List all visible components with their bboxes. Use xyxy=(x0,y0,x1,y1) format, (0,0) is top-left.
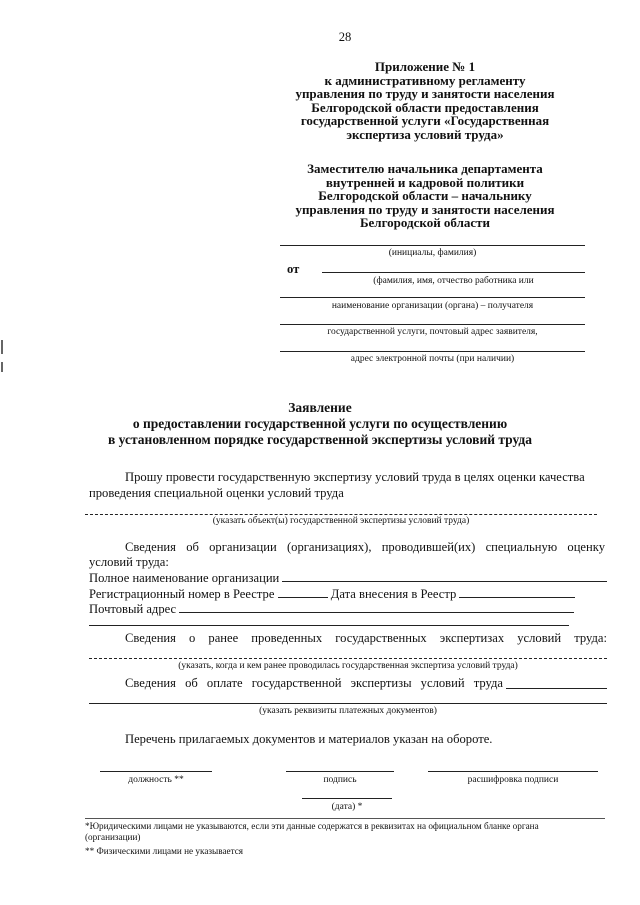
decoding-line[interactable] xyxy=(428,771,598,772)
full-name-label: Полное наименование организации xyxy=(89,571,280,585)
page-number: 28 xyxy=(338,30,352,44)
registry-row xyxy=(89,587,609,602)
addressee-line: управления по труду и занятости населения xyxy=(295,201,555,217)
org-info-line-2: условий труда: xyxy=(89,555,169,569)
appendix-line: Приложение № 1 xyxy=(374,59,476,74)
postal-address-field[interactable] xyxy=(179,602,574,613)
decoding-label: расшифровка подписи xyxy=(467,775,559,785)
full-name-row xyxy=(89,571,609,586)
hint-objects: (указать объект(ы) государственной экспертизы условий труда) xyxy=(212,516,470,526)
payment-line xyxy=(89,703,607,704)
request-line-1: Прошу провести государственную экспертизу условий труда в целях оценки качества xyxy=(125,470,585,484)
signature-label: подпись xyxy=(323,775,357,785)
title-line: о предоставлении государственной услуги по осуществлению xyxy=(132,416,508,431)
attachments-note: Перечень прилагаемых документов и материалов указан на обороте. xyxy=(125,732,493,746)
date-added-label: Дата внесения в Реестр xyxy=(330,587,457,601)
date-label: (дата) * xyxy=(331,802,363,812)
hint-initials: (инициалы, фамилия) xyxy=(388,248,477,258)
request-line-2: проведения специальной оценки условий труда xyxy=(89,486,344,500)
applicant-line-2 xyxy=(280,297,585,298)
addressee-line: Белгородской области xyxy=(359,215,491,231)
objects-line xyxy=(85,514,597,515)
appendix-line: экспертиза условий труда» xyxy=(346,126,504,142)
appendix-header xyxy=(260,60,590,142)
addressee-block xyxy=(260,162,590,230)
appendix-line: к административному регламенту xyxy=(324,72,526,88)
footnote-2: ** Физическими лицами не указывается xyxy=(85,846,244,856)
footnote-1-line-2: (организации) xyxy=(85,832,141,842)
hint-org: наименование организации (органа) – получателя xyxy=(331,301,534,311)
date-line[interactable] xyxy=(302,798,392,799)
reg-number-label: Регистрационный номер в Реестре xyxy=(89,587,275,601)
addressee-line: Заместителю начальника департамента xyxy=(307,161,543,176)
hint-payment: (указать реквизиты платежных документов) xyxy=(259,706,437,716)
applicant-name-line xyxy=(322,272,585,273)
title-line: Заявление xyxy=(288,400,352,415)
full-name-field[interactable] xyxy=(282,571,607,582)
postal-address-label: Почтовый адрес xyxy=(89,602,177,616)
appendix-line: государственной услуги «Государственная xyxy=(300,113,550,129)
signature-line[interactable] xyxy=(286,771,394,772)
footnote-1 xyxy=(85,821,620,843)
title-line: в установленном порядке государственной экспертизы условий труда xyxy=(108,432,532,447)
previous-expertise-label: Сведения о ранее проведенных государственных экспертизах условий труда: xyxy=(125,631,607,645)
org-info-line-1: Сведения об организации (организациях), проводившей(их) специальную оценку xyxy=(125,540,605,554)
footnote-separator xyxy=(85,818,605,819)
payment-label: Сведения об оплате государственной экспертизы условий труда xyxy=(125,676,503,690)
payment-field-inline[interactable] xyxy=(506,688,607,689)
position-line[interactable] xyxy=(100,771,212,772)
hint-name: (фамилия, имя, отчество работника или xyxy=(373,276,534,286)
from-label: от xyxy=(287,262,300,276)
reg-number-field[interactable] xyxy=(278,587,328,598)
scan-mark xyxy=(1,340,3,354)
footnote-1-line-1: *Юридическими лицами не указываются, если эти данные содержатся в реквизитах на официальном бланке органа xyxy=(85,821,539,831)
hint-email: адрес электронной почты (при наличии) xyxy=(350,354,515,364)
addressee-line: Белгородской области – начальнику xyxy=(318,188,532,204)
hint-service: государственной услуги, почтовый адрес заявителя, xyxy=(327,327,538,337)
applicant-line-4 xyxy=(280,351,585,352)
applicant-line-3 xyxy=(280,324,585,325)
postal-address-row xyxy=(89,602,609,617)
position-label: должность ** xyxy=(128,775,184,785)
addressee-line: внутренней и кадровой политики xyxy=(325,174,525,190)
application-title xyxy=(20,400,620,448)
hint-previous: (указать, когда и кем ранее проводилась государственная экспертиза условий труда) xyxy=(178,661,518,671)
postal-address-line-2 xyxy=(89,625,569,626)
appendix-line: Белгородской области предоставления xyxy=(311,99,539,115)
scan-mark xyxy=(1,362,3,372)
previous-expertise-line xyxy=(89,658,607,659)
initials-line xyxy=(280,245,585,246)
appendix-line: управления по труду и занятости населения xyxy=(295,86,555,102)
date-added-field[interactable] xyxy=(459,587,575,598)
